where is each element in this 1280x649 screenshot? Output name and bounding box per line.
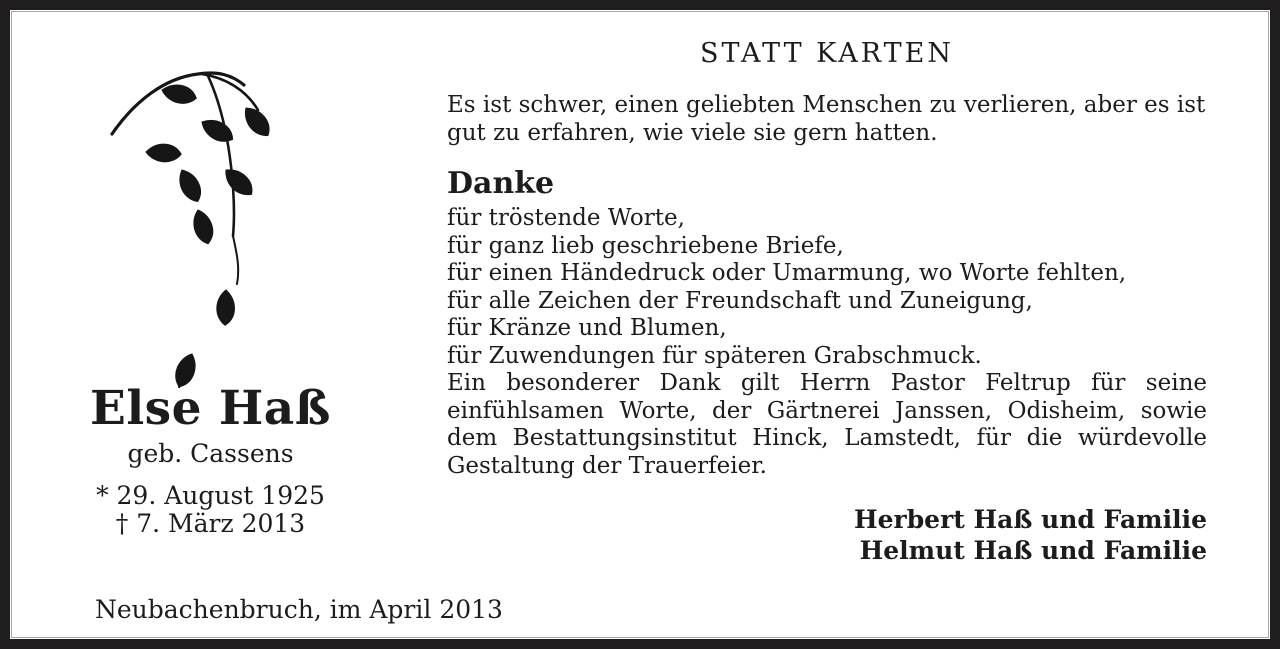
thanks-item: für einen Händedruck oder Umarmung, wo Worte fehlten, <box>447 260 1127 286</box>
thanks-item: für ganz lieb geschriebene Briefe, <box>447 232 844 259</box>
branch-illustration-svg <box>106 58 316 388</box>
place-date-line: Neubachenbruch, im April 2013 <box>95 595 503 624</box>
deceased-name: Else Haß <box>90 381 331 436</box>
special-thanks-paragraph: Ein besonderer Dank gilt Herrn Pastor Feltrup für seine einfühlsamen Worte, der Gärtnerei Janssen, Odisheim, sowie dem Bestattungsinstitut Hinck, Lamstedt, für die würdevolle Gestaltung der Trauerfeier. <box>447 370 1207 479</box>
branch-leaves-illustration <box>106 58 316 388</box>
signature-line: Helmut Haß und Familie <box>859 536 1207 565</box>
thanks-item: für alle Zeichen der Freundschaft und Zuneigung, <box>447 287 1033 314</box>
maiden-name: geb. Cassens <box>127 439 294 469</box>
life-dates <box>38 482 383 538</box>
intro-paragraph: Es ist schwer, einen geliebten Menschen zu verlieren, aber es ist gut zu erfahren, wie viele sie gern hatten. <box>447 92 1206 146</box>
signatures-block <box>447 504 1207 566</box>
birth-date: * 29. August 1925 <box>96 481 325 511</box>
danke-heading: Danke <box>447 166 555 201</box>
thanks-list <box>447 205 1207 370</box>
deceased-info-block <box>38 382 383 538</box>
thanks-item: für Kränze und Blumen, <box>447 315 727 341</box>
death-date: † 7. März 2013 <box>115 509 306 539</box>
thanks-item: für Zuwendungen für späteren Grabschmuck. <box>447 342 982 369</box>
signature-line: Herbert Haß und Familie <box>854 505 1207 534</box>
statt-karten-header: STATT KARTEN <box>700 38 954 69</box>
thanks-item: für tröstende Worte, <box>447 205 685 231</box>
thanks-column <box>447 38 1207 566</box>
